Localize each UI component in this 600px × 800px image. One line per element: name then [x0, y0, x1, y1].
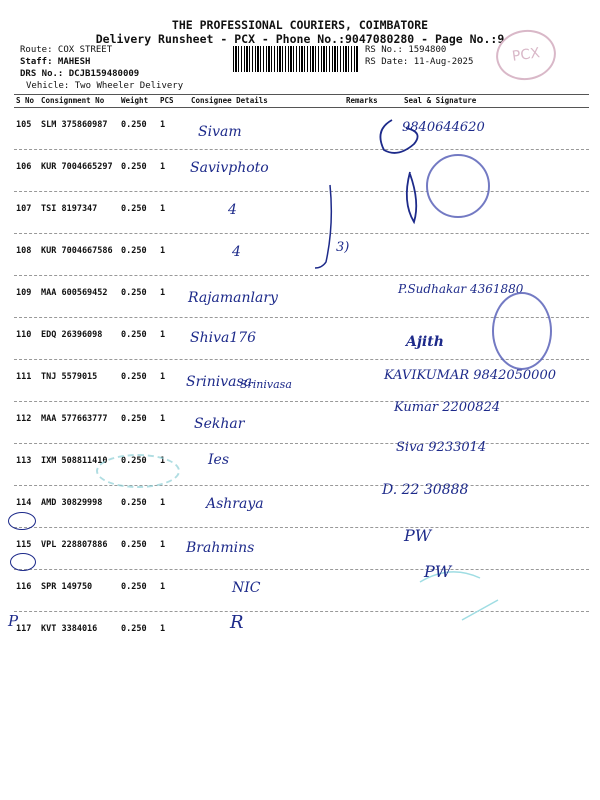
cell-sno: 107	[16, 204, 32, 214]
vehicle-label: Vehicle: Two Wheeler Delivery	[26, 81, 184, 91]
cell-weight: 0.250	[121, 624, 147, 634]
cell-consignment: KUR 7004667586	[41, 246, 113, 256]
handwritten-consignee: Shiva176	[190, 330, 257, 346]
cell-consignment: VPL 228807886	[41, 540, 108, 550]
staff-label: Staff: MAHESH	[20, 57, 91, 67]
cell-consignment: MAA 600569452	[41, 288, 108, 298]
cell-sno: 113	[16, 456, 32, 466]
col-remarks: Remarks	[346, 96, 378, 105]
cell-weight: 0.250	[121, 120, 147, 130]
cell-sno: 106	[16, 162, 32, 172]
cell-weight: 0.250	[121, 540, 147, 550]
handwritten-consignee: 4	[228, 202, 237, 218]
handwritten-consignee: Srinivasa	[186, 374, 253, 390]
cell-pcs: 1	[160, 498, 166, 508]
handwritten-consignee: Sivam	[198, 124, 242, 140]
runsheet-subtitle: Delivery Runsheet - PCX - Phone No.:9047080280 - Page No.:9	[95, 32, 505, 46]
cell-weight: 0.250	[121, 246, 147, 256]
cell-weight: 0.250	[121, 498, 147, 508]
cell-weight: 0.250	[121, 204, 147, 214]
col-pcs: PCS	[160, 96, 174, 105]
handwritten-consignee: Sekhar	[194, 416, 245, 432]
signature: Ajith	[406, 334, 444, 350]
cell-pcs: 1	[160, 330, 166, 340]
handwritten-consignee: Savivphoto	[190, 160, 269, 176]
col-sno: S No	[16, 96, 35, 105]
cell-sno: 115	[16, 540, 32, 550]
bracket-count: 3)	[336, 240, 350, 255]
cell-weight: 0.250	[121, 582, 147, 592]
signature: PW	[424, 562, 452, 581]
handwritten-consignee: Ashraya	[206, 496, 264, 512]
cell-sno: 117	[16, 624, 32, 634]
col-weight: Weight	[121, 96, 149, 105]
cell-pcs: 1	[160, 582, 166, 592]
cell-sno: 116	[16, 582, 32, 592]
cell-weight: 0.250	[121, 330, 147, 340]
cell-sno: 109	[16, 288, 32, 298]
rs-date: RS Date: 11-Aug-2025	[365, 57, 474, 67]
handwritten-consignee: 4	[232, 244, 241, 260]
signature: 9840644620	[402, 120, 485, 135]
signature: P.Sudhakar 4361880	[398, 282, 524, 296]
drs-label: DRS No.: DCJB159480009	[20, 69, 140, 79]
col-seal: Seal & Signature	[404, 96, 477, 105]
handwritten-consignee: NIC	[232, 580, 261, 596]
signature: D. 22 30888	[382, 482, 469, 498]
cell-pcs: 1	[160, 372, 166, 382]
seal-stamp	[426, 154, 490, 218]
cell-sno: 112	[16, 414, 32, 424]
cell-consignment: EDQ 26396098	[41, 330, 103, 340]
cell-consignment: MAA 577663777	[41, 414, 108, 424]
handwritten-consignee: Ies	[208, 452, 229, 468]
handwritten-consignee: R	[230, 612, 244, 633]
cell-pcs: 1	[160, 120, 166, 130]
seal-stamp	[492, 292, 552, 370]
margin-mark: P	[8, 612, 19, 630]
cell-pcs: 1	[160, 414, 166, 424]
circled-sno-mark	[8, 512, 36, 530]
cell-consignment: KUR 7004665297	[41, 162, 113, 172]
cell-weight: 0.250	[121, 162, 147, 172]
col-consignment: Consignment No	[41, 96, 105, 105]
route-label: Route: COX STREET	[20, 45, 113, 55]
cell-pcs: 1	[160, 246, 166, 256]
handwritten-consignee: Brahmins	[186, 540, 255, 556]
cell-pcs: 1	[160, 288, 166, 298]
cell-pcs: 1	[160, 456, 166, 466]
cell-consignment: TSI 8197347	[41, 204, 98, 214]
cell-sno: 114	[16, 498, 32, 508]
cell-sno: 110	[16, 330, 32, 340]
signature: KAVIKUMAR 9842050000	[384, 368, 556, 383]
cell-sno: 108	[16, 246, 32, 256]
cell-weight: 0.250	[121, 456, 147, 466]
signature: Siva 9233014	[396, 440, 487, 455]
pcx-stamp: PCX	[493, 26, 559, 84]
handwritten-consignee: Srinivasa	[240, 378, 292, 391]
cell-sno: 105	[16, 120, 32, 130]
cell-pcs: 1	[160, 162, 166, 172]
cell-weight: 0.250	[121, 288, 147, 298]
cell-pcs: 1	[160, 204, 166, 214]
cell-pcs: 1	[160, 540, 166, 550]
signature: Kumar 2200824	[394, 400, 501, 415]
cell-consignment: TNJ 5579015	[41, 372, 98, 382]
rs-number: RS No.: 1594800	[365, 45, 447, 55]
cell-consignment: AMD 30829998	[41, 498, 103, 508]
runsheet-title: THE PROFESSIONAL COURIERS, COIMBATORE	[171, 18, 429, 32]
signature: PW	[404, 526, 432, 545]
cell-consignment: SPR 149750	[41, 582, 93, 592]
cell-consignment: SLM 375860987	[41, 120, 108, 130]
cell-consignment: IXM 508811410	[41, 456, 108, 466]
cell-weight: 0.250	[121, 372, 147, 382]
cell-sno: 111	[16, 372, 32, 382]
cell-pcs: 1	[160, 624, 166, 634]
cell-weight: 0.250	[121, 414, 147, 424]
seal-stamp-faint	[96, 454, 180, 488]
handwritten-consignee: Rajamanlary	[188, 290, 278, 306]
cell-consignment: KVT 3384016	[41, 624, 98, 634]
col-consignee: Consignee Details	[191, 96, 268, 105]
circled-sno-mark	[10, 553, 36, 571]
